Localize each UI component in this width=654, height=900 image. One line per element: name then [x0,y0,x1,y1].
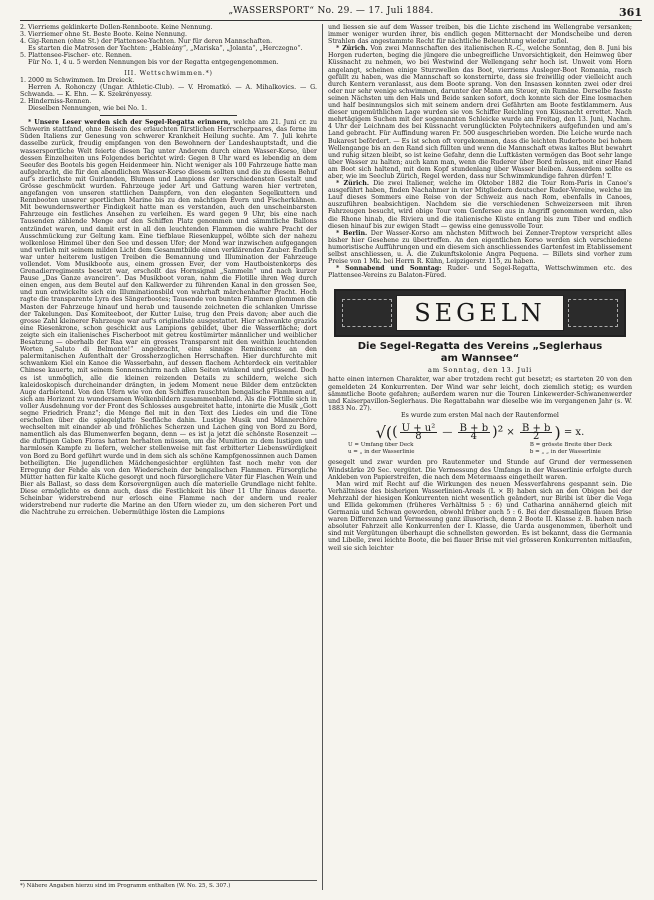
news-item-berlin: * Berlin. Der Wasser-Korso am nächsten Mittwoch bei Zenner-Treptow verspricht alles bisher hier Gesehene zu übertreffen. An den eigentlichen Korso werden sich verschiedene humoristische Aufführungen und ein diesem sich anschliessendes Gartenfest im Etablissement selbst anschliessen, u. A. die Zukunftskolonie Angra Pequena. — Billets sind vorher zum Preise von 1 Mk. bei Herrn R. Kühn, Leipzigerstr. 115, zu haben. [328,229,633,266]
ornament-right-icon [568,299,618,327]
regatta-date: am Sonntag, den 13. Juli [427,366,533,375]
list-item: Für No. 1, 4 u. 5 werden Nennungen bis vor der Regatta entgegengenommen. [28,59,279,67]
formula-legend: U = Umfang über Deck u = „ in der Wasserlinie B = grösste Breite über Deck b = „ „ in der Wasserlinie [348,442,612,456]
section-heading: III. Wettschwimmen.*) [124,69,213,77]
list-item: Herren A. Rohonczy (Ungar. Athletic-Club). — V. Hromatkó. — A. Mihalkovics. — G. Schwanda. — K. Ehn. — K. Szekrényessy. [20,83,317,98]
list-item: 2. Vierriems geklinkerte Dollen-Rennboote. Keine Nennung. [20,24,213,31]
right-column [328,24,632,552]
list-item: 3. Vierriemer ohne St. Beste Boote. Keine Nennung. [20,31,187,39]
banner-panel [396,295,564,331]
regatta-paragraph: Man wird mit Recht auf die Wirkungen des neuen Messverfahrens gespannt sein. Die Verhältnisse des bisherigen Wasserlinien-Areals (L × B) haben sich an den Obigen bei der Mehrzahl der hiesigen Konkurrenten nicht wesentlich geändert, nur Biribi ist über die Vega und Ellida gekommen (früheres Verhältniss 5 : 6) und Catharina annähernd gleich mit Germania und Schwan geworden, obwohl früher auch 5 : 6. Bei der diesmaligen flauen Brise waren Differenzen und Vermessung ganz illusorisch, denn 2 Boote II. Klasse z. B. haben nach absoluter Fahrzeit alle Konkurrenten der I. Klasse, die Uarda ausgenommen, überholt und sind mit Vergütungen überhaupt die schnellsten geworden. Es ist bekannt, dass die Germania und Libelle, zwei leichte Boote, die bei flauer Brise mit viel grösseren Konkurrenten mitlaufen, weil sie sich leichter [328,480,632,552]
article-text: welche am 21. Juni cr. zu Schwerin stattfand, ohne Beisein des erlauchten fürstlichen Herrscherpaares, das ferne im Süden Italiens zur Genesung von schwerer Krankheit Heilung suchte. Am 7. Juli kehrte dasselbe zurück, freudig empfangen von den Bewohnern der Landeshauptstadt, und die wassersportliche Welt feierte diesen Tag unter Anderem durch einen Wasser-Korso, über dessen Einzelheiten uns Folgendes berichtet wird: Gegen 8 Uhr ward es lebendig an dem Seeufer des Bootels bis gegen Heidenmeer hin. Nicht weniger als 100 Fahrzeuge hatte man aufgebracht, die für den abendlichen Wasser-Korso diesem sollten und die zu diesem Behuf auf's zierlichste mit Guirlanden, Blumen und Lampions der verschiedensten Gestalt und Grösse geschmückt wurden. Fahrzeuge jeder Art und Gattung waren hier vertreten, angefangen von unseren stattlichen Dampfern, von den eleganten Segelkuttern und Rennbooten unserer sportlichen Marine bis zu den mächtigen Evern und Fischerkähnen. Mit bewundernswerther Findigkeit hatte man es verstanden, auch den unscheinbarsten Fahrzeuge ein festliches Ansehen zu verleihen. Es ward gegen 9 Uhr, bis eine nach Tausenden zählende Menge auf den Schiffen Platz genommen und sämmtliche Ballons entzündet waren, und damit erst in all den leuchtenden Flammen die wahre Pracht der Ausschmückung zur Geltung kam. Eine tiefblaue Riesenkuppel, wölbte sich der nahezu wolkenlose Himmel über den See und dessen Ufer; der Mond war inzwischen aufgegangen und verlieh mit seinem milden Licht dem Gesammtbilde einen verklärenden Zauber. Endlich war unter heiterem lustigen Treiben die Bemannung und Illumination der Fahrzeuge vollendet. Vom Musikboote aus, einem grossen Ever, der vom Hautboistenkorps des Grenadierregiments besetzt war, erschollt das Hornsignal „Sammeln“ und nach kurzer Pause „Das Ganze avanciren“. Das Musikboot voran, nahm die Flotille ihren Weg durch einen engen, aus dem Beutel auf den Kalkwerder zu führenden Kanal in den grossen See, und nun entwickelte sich ein Illuminationsbild von wahrhaft märchenhafter Pracht. Hoch ragte die transparente Lyra des Sängerbootes; Tausende von bunten Flammen glommen die Masten der Fahrzeuge hinauf und herab und tausende zeichneten die schlanken Umrisse der Takelungen. Das Komiteeboot, der Kutter Luise, trug den Preis davon; aber auch die grosse Zahl kleinerer Fahrzeuge war auf's originellste ausgestattet. Hier schwankte graziös eine Riesenkrone, schon geschickt aus Lampions gebildet, über die Wasserfläche; dort zeigte sich ein italienisches Fischerboot mit getreu kostümirter männlicher und weiblicher Besatzung — oberhalb der Raa war ein grosses Transparent mit den weithin leuchtenden Worten „Saluto di Belmonte!“ angebracht, eine sinnige Reminiscenz an den palermitanischen Aufenthalt der Grossherzoglichen Herrschaften. Hier durchfurchte mit schwankem Kiel ein Kanoe die Wasserbahn, auf dessen flachem Achterdeck ein veritabler Chinese kauerte, mit seinem Sonnenschirm nach allen Seiten winkend und grüssend. Doch es ist unmöglich, alle die kleinen reizenden Details zu schildern, welche sich kaleidoskopisch durcheinander drängten, in jedem Moment neue Bilder dem entzückten Auge darbietend. Von den Ufern wie von den Schiffen rauschten bengalische Flammen auf, sich am Horizont zu wundersamen Wolkenbildern zusammenballend. Als die Flottille sich in voller Ausdehnung vor der Front des Schlosses ausgebreitet hatte, intonirte die Musik „Gott segne Friedrich Franz“; die Menge fiel mit in den Text des Liedes ein und die Töne erschollen über die spiegelglatte Seefläche dahin. Lustige Musik und Männerchöre wechselten mit einander ab und fröhliches Scherzen und Lachen ging von Bord zu Bord, namentlich als das Blumenwerfen begann, denn — es ist ja jetzt die schönste Rosenzeit — die duftigen Gaben Floras hatten herhalten müssen, um die Munition zu dem lustigen und harmlosen Kampfe zu liefern, welcher stellenweise mit fast erbitterter Liebenswürdigkeit von Bord zu Bord geführt wurde und in dem sich als schöne Kampfgenossinnen auch Damen betheiligten. Die jugendlichen Mädchengesichter erglühten fast noch mehr von der Erregung der Fehde als von den Wiederschein der bengalischen Flammen. Fürsorgliche Mütter hatten für kalte Küche gesorgt und noch fürsorglichere Väter für Flaschen Wein und Bier als Ballast, so dass dem Korsovergnügen auch die materielle Grundlage nicht fehlte. Diese ermöglichte es denn auch, dass die Festlichkeit bis über 11 Uhr hinaus dauerte. Scheinbar widerstrebend nur erlosch eine Flamme nach der andern und realer widerstrebend nur ruderte die Marine an den Ufern wieder zu, um den sicheren Port und die Nachtruhe zu erreichen. Uebermüthige lösten die Lampions [20,119,317,517]
ornament-left-icon [342,299,392,327]
news-item-zurich: * Zürich. Von zwei Mannschaften des italienischen R.-C., welche Sonntag, den 8. Juni bis Horgen ruderten, beging die jüngere die unbegreifliche Unvorsichtigkeit, den Heimweg über Küssnacht zu nehmen, wo bei Westwind der Wellengang sehr hoch ist. Unweit vom Horn angelangt, scheinen einige Sturzwellen das Boot, vierriems Ausleger-Boot Romania, rasch gefüllt zu haben, was die Mannschaft so konsternirte, dass sie freiwillig oder vielleicht auch durch Kentern veranlasst, aus dem Boote sprang. Von den Insassen konnten zwei oder drei oder nur sehr wenige schwimmen, darunter der Mann am Steuer, ein Rumäne. Derselbe fasste seinen Nächsten um den Hals und Beide sanken sofort, doch konnte sich der Eine losmachen und half besinnungslos sich mit seinem andern drei Gefährten am Boote festklammern. Aus dieser ungemüthlichen Lage wurden sie von Schiffer Reichling von Küssnacht errettet. Nach mehrtägigem Suchen mit der sogenannten Schleicke wurde am Freitag, den 13. Juni, Nachm. 4 Uhr der Leichnam des bei Küssnacht verunglückten Polytechnikers aufgefunden und am's Land gebracht. Für Auffindung waren Fr. 500 ausgeschrieben worden. Die Leiche wurde nach Bukarest befördert. — Es ist schon oft vorgekommen, dass die leichten Ruderboote bei hohem Wellengange bis an den Rand sich füllten und wenn die Mannschaft etwas kaltes Blut bewahrt und ruhig sitzen bleibt, so ist keine Gefahr, denn die Luftkästen vermögen das Boot sehr lange über Wasser zu halten; auch kann man, wenn die Ruderer über Bord müssen, mit einer Hand am Boot sich haltend, mit dem Kopf stundenlang über Wasser bleiben. Ausserdem sollte es aber, wie im Seeclub Zürich, Regel werden, dass nur Schwimmkundige fahren dürfen! T. [328,45,632,180]
news-item-sonnabend: * Sonnabend und Sonntag: Ruder- und Segel-Regatta, Wettschwimmen etc. des Plattensee-Vereins zu Balaton-Füred. [328,265,632,280]
list-item: 1. 2000 m Schwimmen. Im Dreieck. [20,76,135,84]
regatta-paragraph: Es wurde zum ersten Mal nach der Rautenformel [401,411,559,419]
article-continuation: und liessen sie auf dem Wasser treiben, bis die Lichte zischend im Wellengrabe versanken; immer weniger wurden ihrer, bis endlich gegen Mitternacht der Mondscheibe und deren Strahlen das angestammte Recht für nächtliche Beleuchtung wieder zufiel. [328,24,632,46]
section-divider [100,115,237,116]
list-item: Es starten die Matrosen der Yachten: „Hableány“, „Mariska“, „Jolanta“, „Herczegno“. [28,45,303,53]
article-body [20,119,317,516]
column-divider [322,24,323,890]
banner-title: SEGELN [414,298,546,327]
regatta-paragraph: gesegelt und zwar wurden pro Rautenmeter und Stunde auf Grund der vermessenen Windstärke 20 Sec. vergütet. Die Vermessung des Umfangs in der Wasserlinie erfolgte durch Ankleben von Papierstreifen, die nach dem Metermaass eingetheilt waren. [328,459,632,481]
list-item: 4. Gig-Rennen (ohne St.) der Plattensee-Yachten. Nur für deren Mannschaften. [20,38,273,46]
news-item-zurich-2: * Zürich. Die zwei Italiener, welche im Oktober 1882 die Tour Rom-Paris in Canoe's ausgeführt haben, finden Nachahmer in vier Mitgliedern deutscher Ruder-Vereine, welche im Lauf dieses Sommers eine Reise von der Schweiz aus nach Rom, ebenfalls in Canoes, auszuführen beabsichtigen. Nachdem sie die verschiedenen Schweizerseen mit ihren Fahrzeugen besucht, wird obige Tour vom Genfersee aus in Angriff genommen werden, also die Rhone hinab, die Riviera und die italienische Küste entlang bis zum Tiber und endlich diesen hinauf bis zur ewigen Stadt — gewiss eine genussvolle Tour. [328,180,632,230]
page-number: 361 [619,6,642,19]
left-column [20,24,317,516]
journal-title: „WASSERSPORT“ No. 29. — 17. Juli 1884. [228,6,434,16]
page-header [20,6,642,21]
regatta-heading: Die Segel-Regatta des Vereins „Seglerhaus am Wannsee“ [357,341,603,365]
regatta-paragraph: hatte einen internen Charakter, war aber trotzdem recht gut besetzt; es starteten 20 von den gemeldeten 24 Konkurrenten. Der Wind war sehr leicht, doch ziemlich stetig; es wurden sämmtliche Boote gefahren; außerdem waren nur die Touren Linkewerder-Schwanenwerder und Kaiserpavillon-Seglerhaus. Die Regattabahn war dieselbe wie im vergangenen Jahr (s. W. 1883 No. 27). [328,376,632,412]
rating-formula: √( ( $\frac{\text{U + u²}}{8}$ — $\frac{B + b}{4}$ )² × $\frac{B + b}{2}$ ) = x. [375,423,585,443]
list-item: 2. Hinderniss-Rennen. [20,97,92,105]
list-item: Dieselben Nennungen, wie bei No. 1. [28,105,147,113]
footnote: *) Nähere Angaben hierzu sind im Programm enthalten (W. No. 25, S. 307.) [20,880,317,889]
list-item: 5. Plattensee-Fischer- etc. Rennen. [20,52,132,60]
segeln-banner [334,289,626,337]
article-lead: * Unsere Leser werden sich der Segel-Regatta erinnern, [28,119,231,127]
